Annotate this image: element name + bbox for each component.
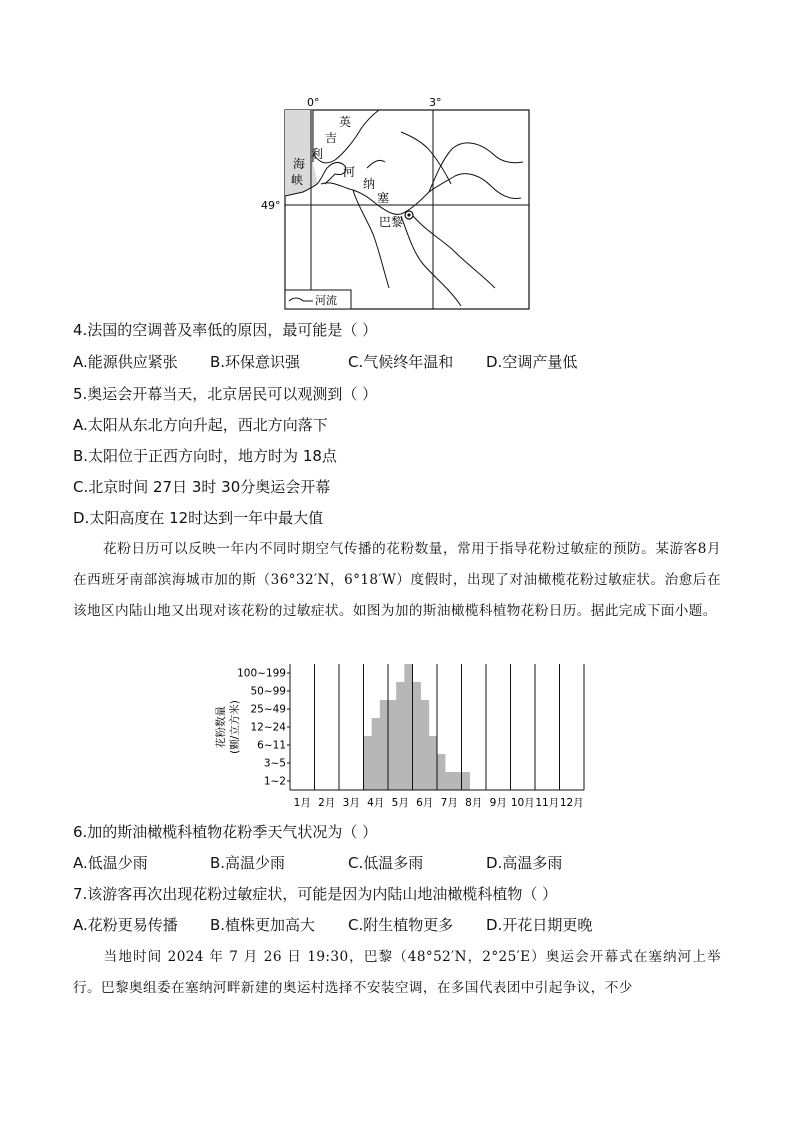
- q4-option-d[interactable]: D.空调产量低: [486, 353, 578, 371]
- q6-option-a[interactable]: A.低温少雨: [73, 854, 148, 872]
- x-tick-label: 7月: [440, 797, 458, 809]
- pollen-bar: [364, 736, 372, 790]
- england-label-1: 英: [339, 115, 352, 129]
- pollen-bar: [437, 754, 445, 790]
- y-tick-label: 1~2: [263, 775, 286, 788]
- seine-label-3: 塞: [377, 191, 390, 205]
- pollen-passage: [73, 534, 721, 627]
- q7-option-c[interactable]: C.附生植物更多: [348, 916, 454, 934]
- tributary-oise: [401, 132, 451, 184]
- pollen-bar: [462, 772, 470, 790]
- q5-option-a[interactable]: A.太阳从东北方向升起，西北方向落下: [73, 416, 328, 434]
- olympics-passage-text: 当地时间 2024 年 7 月 26 日 19:30，巴黎（48°52′N，2°25′E）奥运会开幕式在塞纳河上举行。巴黎奥组委在塞纳河畔新建的奥运村选择不安装空调，在多国代表团中引起争议，不少: [73, 949, 721, 996]
- q6-option-c[interactable]: C.低温多雨: [348, 854, 424, 872]
- q4-option-a[interactable]: A.能源供应紧张: [73, 353, 178, 371]
- map-frame: [285, 110, 529, 309]
- y-axis-title: 花粉数量: [215, 706, 227, 748]
- pollen-bar: [380, 700, 388, 790]
- q7-option-d[interactable]: D.开花日期更晚: [486, 916, 593, 934]
- england-label-2: 吉: [325, 131, 338, 145]
- pollen-bar: [404, 664, 412, 790]
- y-tick-label: 50~99: [250, 685, 286, 698]
- x-tick-label: 3月: [342, 797, 360, 809]
- q5-option-d[interactable]: D.太阳高度在 12时达到一年中最大值: [73, 509, 324, 527]
- pollen-bar: [429, 736, 437, 790]
- q4-option-c[interactable]: C.气候终年温和: [348, 353, 454, 371]
- lon-0-label: 0°: [307, 96, 320, 109]
- x-tick-label: 11月: [535, 797, 560, 809]
- x-tick-label: 8月: [465, 797, 483, 809]
- q6-option-d[interactable]: D.高温多雨: [486, 854, 563, 872]
- seine-label-2: 纳: [363, 177, 376, 191]
- y-tick-label: 25~49: [250, 703, 286, 716]
- pollen-passage-text: 花粉日历可以反映一年内不同时期空气传播的花粉数量，常用于指导花粉过敏症的预防。某游客8月在西班牙南部滨海城市加的斯（36°32′N，6°18′W）度假时，出现了对油橄榄花粉过敏症状。治愈后在该地区内陆山地又出现对该花粉的过敏症状。如图为加的斯油橄榄科植物花粉日历。据此完成下面小题。: [73, 541, 721, 619]
- x-tick-label: 6月: [416, 797, 434, 809]
- x-tick-label: 4月: [367, 797, 385, 809]
- pollen-bar: [388, 700, 396, 790]
- legend-label: 河流: [315, 294, 337, 307]
- pollen-calendar-chart: [202, 660, 592, 810]
- question-5-stem: 5.奥运会开幕当天，北京居民可以观测到（ ）: [73, 385, 378, 403]
- lon-3-label: 3°: [429, 96, 442, 109]
- question-6-stem: 6.加的斯油橄榄科植物花粉季天气状况为（ ）: [73, 823, 378, 841]
- tributary-south: [401, 216, 461, 306]
- q7-option-b[interactable]: B.植株更加高大: [210, 916, 316, 934]
- y-axis-subtitle: (颗/立方米): [229, 700, 241, 754]
- x-tick-label: 9月: [489, 797, 507, 809]
- pollen-bar: [396, 682, 404, 790]
- q7-option-a[interactable]: A.花粉更易传播: [73, 916, 178, 934]
- seine-label-1: 河: [343, 165, 356, 179]
- tributary-north: [429, 143, 523, 192]
- q5-option-c[interactable]: C.北京时间 27日 3时 30分奥运会开幕: [73, 478, 331, 496]
- question-7-stem: 7.该游客再次出现花粉过敏症状，可能是因为内陆山地油橄榄科植物（ ）: [73, 885, 558, 903]
- x-tick-label: 10月: [510, 797, 535, 809]
- pollen-bar: [413, 682, 421, 790]
- strait-label-2: 峡: [291, 173, 304, 187]
- pollen-bar: [445, 772, 453, 790]
- y-tick-label: 6~11: [257, 739, 286, 752]
- y-tick-label: 12~24: [250, 721, 286, 734]
- x-tick-label: 2月: [318, 797, 336, 809]
- y-tick-label: 3~5: [263, 757, 286, 770]
- question-4-stem: 4.法国的空调普及率低的原因，最可能是（ ）: [73, 321, 378, 339]
- pollen-bar: [372, 718, 380, 790]
- pollen-bar: [453, 772, 461, 790]
- paris-map: [255, 92, 535, 314]
- tributary-east: [455, 174, 521, 199]
- q6-option-b[interactable]: B.高温少雨: [210, 854, 286, 872]
- england-label-3: 利: [311, 147, 324, 161]
- pollen-bar: [421, 700, 429, 790]
- x-tick-label: 5月: [391, 797, 409, 809]
- q5-option-b[interactable]: B.太阳位于正西方向时，地方时为 18点: [73, 447, 337, 465]
- paris-label: 巴黎: [379, 215, 404, 229]
- y-tick-label: 100~199: [237, 667, 286, 680]
- lat-49-label: 49°: [261, 199, 281, 212]
- q4-option-b[interactable]: B.环保意识强: [210, 353, 301, 371]
- tributary-southeast: [413, 216, 495, 288]
- olympics-passage: [73, 942, 721, 1004]
- strait-label-1: 海: [293, 157, 306, 171]
- x-tick-label: 12月: [559, 797, 584, 809]
- x-tick-label: 1月: [293, 797, 311, 809]
